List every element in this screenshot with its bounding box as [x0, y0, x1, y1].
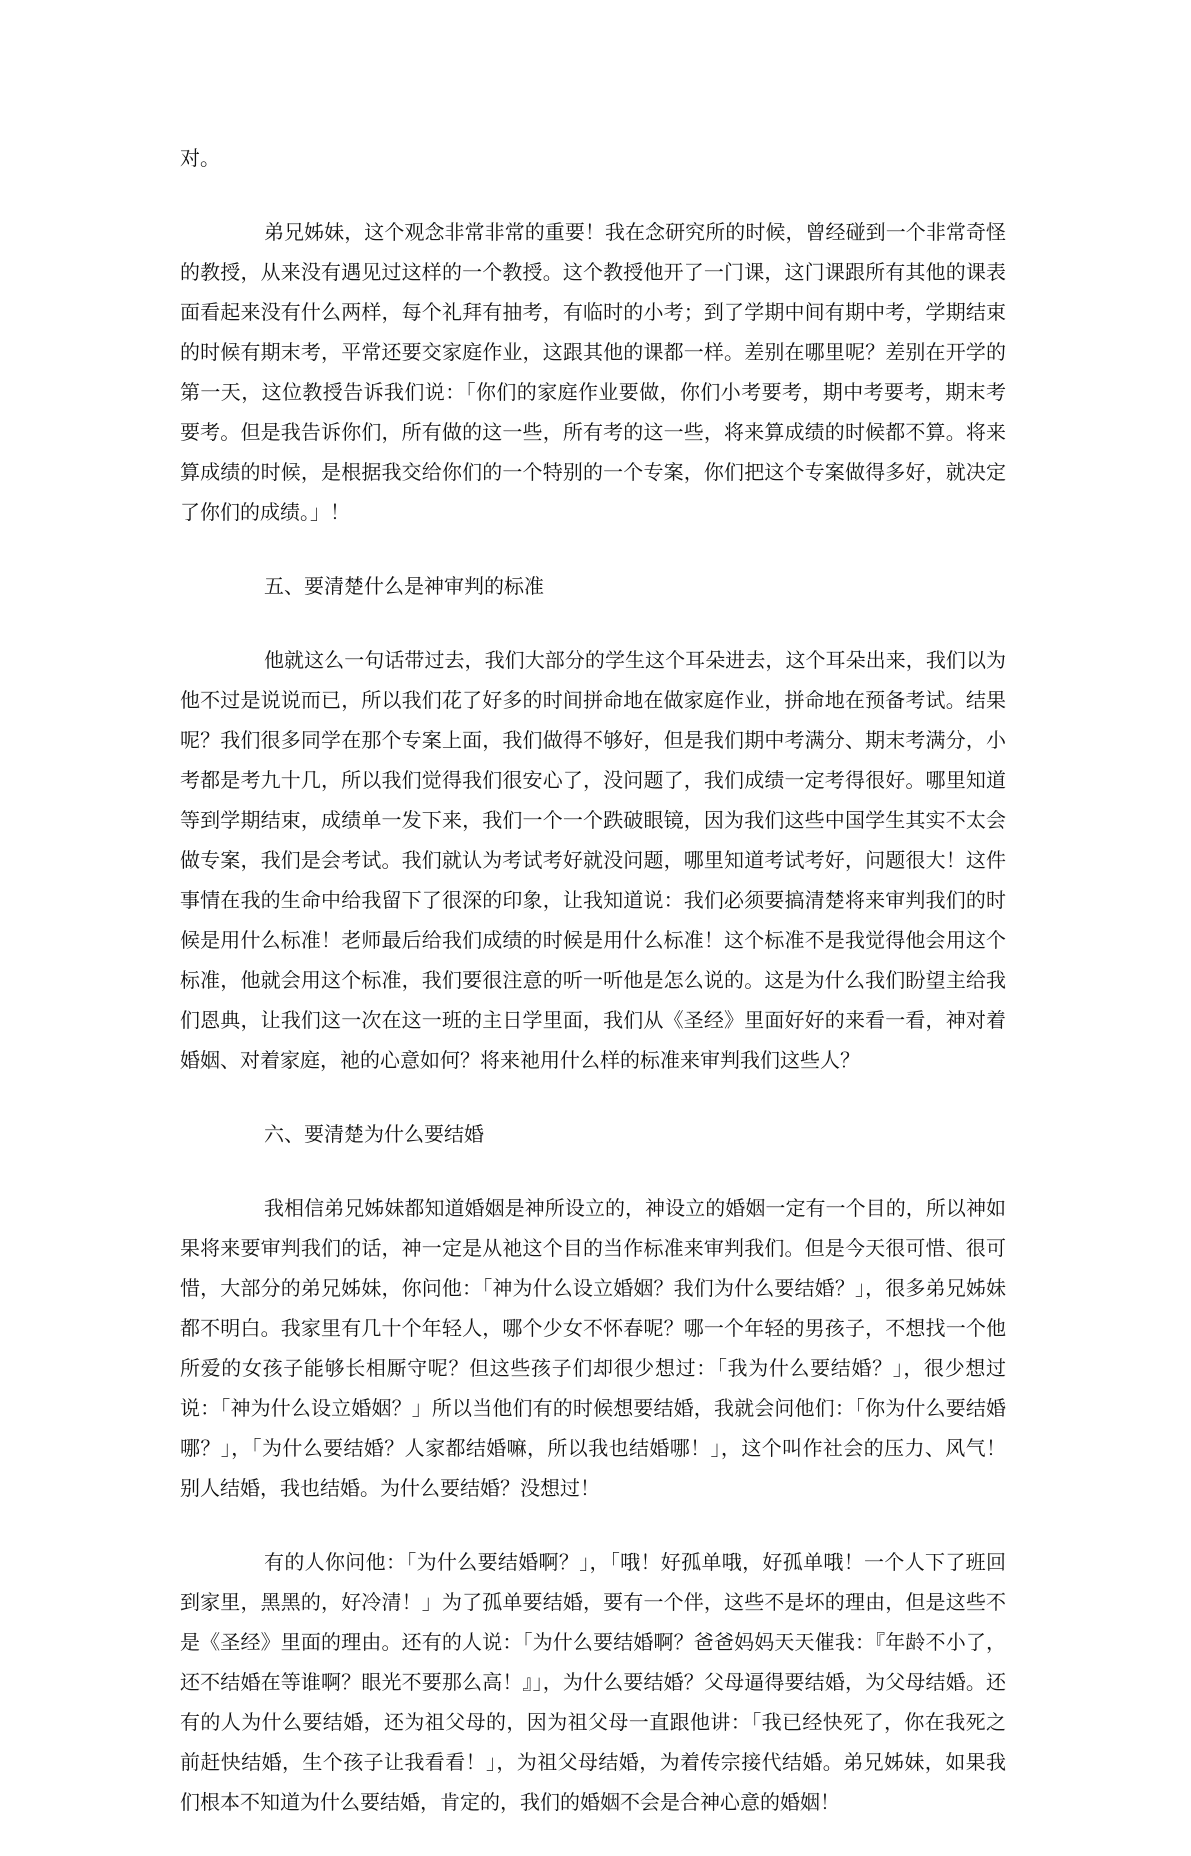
- section-heading: 六、要清楚为什么要结婚: [264, 1122, 484, 1146]
- paragraph: 有的人你问他：「为什么要结婚啊？」，「哦！好孤单哦，好孤单哦！一个人下了班回到家里，黑黑的，好冷清！」为了孤单要结婚，要有一个伴，这些不是坏的理由，但是这些不是《圣经》里面的理由。还有的人说：「为什么要结婚啊？爸爸妈妈天天催我：『年龄不小了，还不结婚在等谁啊？眼光不要那么高！』」，为什么要结婚？父母逼得要结婚，为父母结婚。还有的人为什么要结婚，还为祖父母的，因为祖父母一直跟他讲：「我已经快死了，你在我死之前赶快结婚，生个孩子让我看看！」，为祖父母结婚，为着传宗接代结婚。弟兄姊妹，如果我们根本不知道为什么要结婚，肯定的，我们的婚姻不会是合神心意的婚姻！: [180, 1550, 1006, 1814]
- document-body: [180, 138, 1006, 1856]
- paragraph: 弟兄姊妹，这个观念非常非常的重要！我在念研究所的时候，曾经碰到一个非常奇怪的教授，从来没有遇见过这样的一个教授。这个教授他开了一门课，这门课跟所有其他的课表面看起来没有什么两样，每个礼拜有抽考，有临时的小考；到了学期中间有期中考，学期结束的时候有期末考，平常还要交家庭作业，这跟其他的课都一样。差别在哪里呢？差别在开学的第一天，这位教授告诉我们说：「你们的家庭作业要做，你们小考要考，期中考要考，期末考要考。但是我告诉你们，所有做的这一些，所有考的这一些，将来算成绩的时候都不算。将来算成绩的时候，是根据我交给你们的一个特别的一个专案，你们把这个专案做得多好，就决定了你们的成绩。」！: [180, 220, 1006, 524]
- paragraph: 对。: [180, 146, 220, 170]
- section-heading: 五、要清楚什么是神审判的标准: [264, 574, 544, 598]
- paragraph: 我相信弟兄姊妹都知道婚姻是神所设立的，神设立的婚姻一定有一个目的，所以神如果将来要审判我们的话，神一定是从祂这个目的当作标准来审判我们。但是今天很可惜、很可惜，大部分的弟兄姊妹，你问他：「神为什么设立婚姻？我们为什么要结婚？」，很多弟兄姊妹都不明白。我家里有几十个年轻人，哪个少女不怀春呢？哪一个年轻的男孩子，不想找一个他所爱的女孩子能够长相厮守呢？但这些孩子们却很少想过：「我为什么要结婚？」，很少想过说：「神为什么设立婚姻？」所以当他们有的时候想要结婚，我就会问他们：「你为什么要结婚哪？」，「为什么要结婚？人家都结婚嘛，所以我也结婚哪！」，这个叫作社会的压力、风气！别人结婚，我也结婚。为什么要结婚？没想过！: [180, 1196, 1006, 1500]
- paragraph: 他就这么一句话带过去，我们大部分的学生这个耳朵进去，这个耳朵出来，我们以为他不过是说说而已，所以我们花了好多的时间拼命地在做家庭作业，拼命地在预备考试。结果呢？我们很多同学在那个专案上面，我们做得不够好，但是我们期中考满分、期末考满分，小考都是考九十几，所以我们觉得我们很安心了，没问题了，我们成绩一定考得很好。哪里知道等到学期结束，成绩单一发下来，我们一个一个跌破眼镜，因为我们这些中国学生其实不太会做专案，我们是会考试。我们就认为考试考好就没问题，哪里知道考试考好，问题很大！这件事情在我的生命中给我留下了很深的印象，让我知道说：我们必须要搞清楚将来审判我们的时候是用什么标准！老师最后给我们成绩的时候是用什么标准！这个标准不是我觉得他会用这个标准，他就会用这个标准，我们要很注意的听一听他是怎么说的。这是为什么我们盼望主给我们恩典，让我们这一次在这一班的主日学里面，我们从《圣经》里面好好的来看一看，神对着婚姻、对着家庭，祂的心意如何？将来祂用什么样的标准来审判我们这些人？: [180, 648, 1006, 1072]
